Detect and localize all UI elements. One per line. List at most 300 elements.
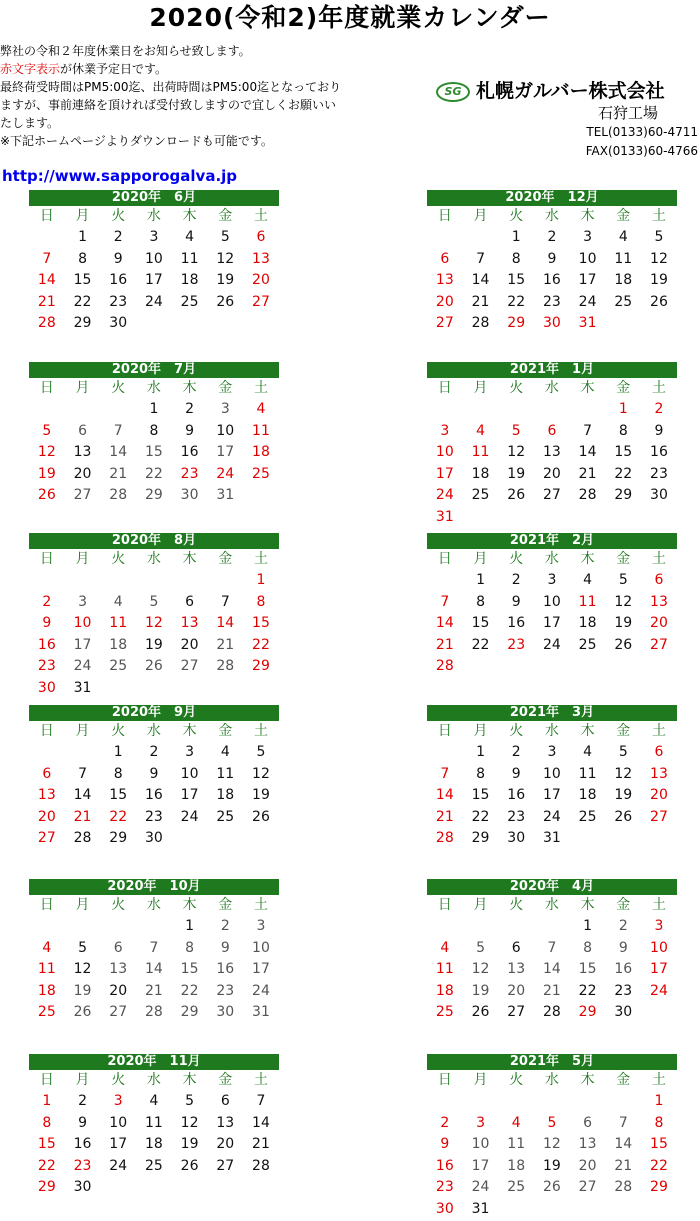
week-row bbox=[29, 227, 279, 249]
day-cell: 31 bbox=[435, 508, 454, 525]
weekday-label: 木 bbox=[580, 208, 595, 224]
month-header: 2020年 6月 bbox=[29, 190, 279, 206]
day-cell: 1 bbox=[511, 229, 521, 245]
day-cell: 1 bbox=[618, 401, 628, 417]
day-cell: 28 bbox=[37, 315, 56, 332]
day-cell: 12 bbox=[471, 961, 490, 978]
week-row bbox=[427, 764, 677, 786]
day-cell: 22 bbox=[180, 982, 199, 999]
empty-cell bbox=[463, 656, 499, 678]
weekday-label: 日 bbox=[437, 380, 452, 396]
empty-cell bbox=[207, 678, 243, 700]
day-cell: 13 bbox=[435, 272, 454, 289]
day-cell: 26 bbox=[542, 1179, 561, 1196]
week-row bbox=[427, 442, 677, 464]
week-row bbox=[427, 742, 677, 764]
day-cell: 16 bbox=[37, 636, 56, 653]
day-cell: 12 bbox=[252, 765, 270, 782]
day-cell: 26 bbox=[252, 808, 270, 825]
month-calendar bbox=[427, 705, 677, 850]
day-cell: 16 bbox=[109, 272, 128, 289]
day-cell: 18 bbox=[578, 615, 597, 632]
empty-cell bbox=[534, 916, 570, 938]
empty-cell bbox=[136, 916, 172, 938]
weekday-label: 土 bbox=[651, 208, 666, 224]
day-cell: 9 bbox=[78, 1114, 87, 1131]
weekday-label: 月 bbox=[473, 208, 488, 224]
day-cell: 5 bbox=[476, 939, 485, 956]
day-cell: 17 bbox=[180, 787, 199, 804]
empty-cell bbox=[29, 227, 65, 249]
empty-cell bbox=[172, 570, 208, 592]
day-cell: 31 bbox=[73, 679, 92, 696]
day-cell: 10 bbox=[435, 444, 454, 461]
day-cell: 12 bbox=[507, 444, 526, 461]
day-cell: 3 bbox=[256, 918, 266, 934]
weekday-label: 金 bbox=[616, 380, 631, 396]
day-cell: 14 bbox=[542, 961, 561, 978]
day-cell: 28 bbox=[252, 1157, 270, 1174]
day-cell: 17 bbox=[471, 1157, 490, 1174]
weekday-label: 木 bbox=[182, 723, 197, 739]
day-cell: 21 bbox=[542, 982, 561, 999]
day-cell: 30 bbox=[144, 830, 163, 847]
weekday-label: 火 bbox=[111, 380, 126, 396]
day-cell: 8 bbox=[42, 1114, 52, 1131]
company-fax: FAX(0133)60-4766 bbox=[585, 144, 698, 158]
day-cell: 31 bbox=[252, 1004, 270, 1021]
day-cell: 30 bbox=[650, 487, 668, 504]
empty-cell bbox=[570, 399, 606, 421]
day-cell: 7 bbox=[618, 1114, 628, 1131]
website-link[interactable]: http://www.sapporogalva.jp bbox=[2, 167, 238, 185]
week-row bbox=[29, 807, 279, 829]
empty-cell bbox=[136, 678, 172, 700]
day-cell: 16 bbox=[507, 787, 526, 804]
day-cell: 5 bbox=[256, 744, 266, 760]
week-row bbox=[29, 464, 279, 486]
day-cell: 20 bbox=[73, 465, 92, 482]
day-cell: 27 bbox=[180, 658, 199, 675]
day-cell: 11 bbox=[144, 1114, 163, 1131]
weekday-row bbox=[29, 895, 279, 916]
day-cell: 7 bbox=[149, 939, 159, 956]
day-cell: 2 bbox=[511, 572, 521, 588]
day-cell: 2 bbox=[113, 229, 123, 245]
week-row bbox=[427, 313, 677, 335]
day-cell: 26 bbox=[507, 487, 526, 504]
weekday-label: 水 bbox=[146, 723, 161, 739]
weekday-row bbox=[427, 549, 677, 570]
day-cell: 22 bbox=[37, 1157, 56, 1174]
month-calendar bbox=[29, 879, 279, 1024]
month-calendar bbox=[29, 705, 279, 850]
day-cell: 5 bbox=[618, 572, 628, 588]
day-cell: 10 bbox=[542, 593, 561, 610]
day-cell: 14 bbox=[471, 272, 490, 289]
day-cell: 8 bbox=[583, 939, 593, 956]
day-cell: 17 bbox=[578, 272, 597, 289]
day-cell: 17 bbox=[650, 961, 668, 978]
day-cell: 13 bbox=[73, 444, 92, 461]
day-cell: 28 bbox=[73, 830, 92, 847]
weekday-label: 木 bbox=[182, 551, 197, 567]
week-row bbox=[29, 570, 279, 592]
weekday-row bbox=[427, 1070, 677, 1091]
day-cell: 6 bbox=[583, 1114, 593, 1131]
day-cell: 10 bbox=[144, 250, 163, 267]
day-cell: 25 bbox=[435, 1004, 454, 1021]
week-row bbox=[427, 1199, 677, 1221]
empty-cell bbox=[570, 828, 606, 850]
day-cell: 6 bbox=[42, 765, 52, 782]
day-cell: 26 bbox=[614, 636, 633, 653]
intro-line: ますが、事前連絡を頂ければ受付致しますので宜しくお願いい bbox=[0, 98, 337, 112]
day-cell: 7 bbox=[440, 593, 450, 610]
day-cell: 4 bbox=[185, 229, 195, 245]
empty-cell bbox=[100, 399, 136, 421]
day-cell: 17 bbox=[109, 1136, 128, 1153]
day-cell: 4 bbox=[511, 1114, 521, 1131]
empty-cell bbox=[172, 828, 208, 850]
day-cell: 28 bbox=[144, 1004, 163, 1021]
week-row bbox=[29, 613, 279, 635]
day-cell: 29 bbox=[37, 1179, 56, 1196]
day-cell: 28 bbox=[435, 658, 454, 675]
empty-cell bbox=[463, 507, 499, 529]
day-cell: 31 bbox=[471, 1200, 490, 1217]
day-cell: 18 bbox=[252, 444, 270, 461]
weekday-label: 水 bbox=[146, 208, 161, 224]
month-calendar bbox=[29, 533, 279, 700]
day-cell: 12 bbox=[37, 444, 56, 461]
day-cell: 16 bbox=[73, 1136, 92, 1153]
weekday-label: 木 bbox=[182, 897, 197, 913]
day-cell: 24 bbox=[471, 1179, 490, 1196]
day-cell: 13 bbox=[37, 787, 56, 804]
day-cell: 27 bbox=[435, 315, 454, 332]
weekday-label: 土 bbox=[253, 1072, 268, 1088]
week-row bbox=[29, 485, 279, 507]
day-cell: 20 bbox=[650, 615, 668, 632]
day-cell: 17 bbox=[542, 615, 561, 632]
empty-cell bbox=[29, 570, 65, 592]
weekday-row bbox=[427, 895, 677, 916]
weekday-label: 土 bbox=[253, 723, 268, 739]
red-legend-text: 赤文字表示 bbox=[0, 62, 61, 76]
weekday-label: 火 bbox=[111, 551, 126, 567]
day-cell: 1 bbox=[185, 918, 195, 934]
day-cell: 26 bbox=[471, 1004, 490, 1021]
weekday-label: 火 bbox=[111, 723, 126, 739]
day-cell: 24 bbox=[252, 982, 270, 999]
day-cell: 25 bbox=[37, 1004, 56, 1021]
weekday-row bbox=[29, 549, 279, 570]
weekday-label: 日 bbox=[437, 208, 452, 224]
day-cell: 7 bbox=[42, 250, 52, 267]
weekday-label: 土 bbox=[253, 551, 268, 567]
day-cell: 16 bbox=[144, 787, 163, 804]
day-cell: 26 bbox=[180, 1157, 199, 1174]
empty-cell bbox=[207, 313, 243, 335]
day-cell: 15 bbox=[37, 1136, 56, 1153]
day-cell: 18 bbox=[144, 1136, 163, 1153]
weekday-label: 水 bbox=[544, 380, 559, 396]
week-row bbox=[29, 1002, 279, 1024]
day-cell: 11 bbox=[507, 1136, 526, 1153]
weekday-label: 木 bbox=[182, 208, 197, 224]
weekday-label: 水 bbox=[544, 723, 559, 739]
day-cell: 6 bbox=[113, 939, 123, 956]
day-cell: 24 bbox=[650, 982, 668, 999]
day-cell: 13 bbox=[650, 765, 668, 782]
weekday-label: 日 bbox=[437, 1072, 452, 1088]
day-cell: 23 bbox=[109, 293, 128, 310]
week-row bbox=[427, 570, 677, 592]
day-cell: 11 bbox=[109, 615, 128, 632]
weekday-label: 土 bbox=[651, 551, 666, 567]
day-cell: 2 bbox=[511, 744, 521, 760]
day-cell: 18 bbox=[435, 982, 454, 999]
week-row bbox=[29, 249, 279, 271]
intro-line-rest: が休業予定日です。 bbox=[60, 62, 168, 76]
day-cell: 18 bbox=[180, 272, 199, 289]
day-cell: 27 bbox=[542, 487, 561, 504]
day-cell: 16 bbox=[614, 961, 633, 978]
day-cell: 10 bbox=[252, 939, 270, 956]
day-cell: 20 bbox=[507, 982, 526, 999]
week-row bbox=[427, 916, 677, 938]
day-cell: 13 bbox=[216, 1114, 235, 1131]
week-row bbox=[29, 313, 279, 335]
month-calendar bbox=[29, 362, 279, 507]
day-cell: 29 bbox=[578, 1004, 597, 1021]
day-cell: 24 bbox=[578, 293, 597, 310]
month-calendar bbox=[427, 1054, 677, 1221]
day-cell: 27 bbox=[37, 830, 56, 847]
day-cell: 21 bbox=[435, 808, 454, 825]
weekday-row bbox=[29, 721, 279, 742]
day-cell: 15 bbox=[180, 961, 199, 978]
day-cell: 12 bbox=[144, 615, 163, 632]
weekday-label: 土 bbox=[253, 380, 268, 396]
month-header: 2021年 5月 bbox=[427, 1054, 677, 1070]
empty-cell bbox=[498, 507, 534, 529]
empty-cell bbox=[65, 570, 101, 592]
weekday-label: 月 bbox=[75, 897, 90, 913]
day-cell: 25 bbox=[471, 487, 490, 504]
day-cell: 20 bbox=[216, 1136, 235, 1153]
empty-cell bbox=[534, 1199, 570, 1221]
week-row bbox=[427, 399, 677, 421]
day-cell: 13 bbox=[507, 961, 526, 978]
day-cell: 12 bbox=[614, 765, 633, 782]
empty-cell bbox=[605, 828, 641, 850]
day-cell: 28 bbox=[471, 315, 490, 332]
weekday-row bbox=[29, 206, 279, 227]
empty-cell bbox=[463, 399, 499, 421]
month-calendar bbox=[29, 190, 279, 335]
weekday-label: 火 bbox=[111, 208, 126, 224]
day-cell: 16 bbox=[216, 961, 235, 978]
day-cell: 18 bbox=[109, 636, 128, 653]
weekday-label: 火 bbox=[111, 897, 126, 913]
weekday-label: 金 bbox=[218, 723, 233, 739]
week-row bbox=[427, 592, 677, 614]
day-cell: 21 bbox=[614, 1157, 633, 1174]
day-cell: 23 bbox=[614, 982, 633, 999]
week-row bbox=[427, 635, 677, 657]
day-cell: 31 bbox=[578, 315, 597, 332]
day-cell: 4 bbox=[149, 1093, 159, 1109]
weekday-label: 日 bbox=[39, 380, 54, 396]
day-cell: 15 bbox=[73, 272, 92, 289]
day-cell: 30 bbox=[614, 1004, 633, 1021]
day-cell: 15 bbox=[578, 961, 597, 978]
day-cell: 3 bbox=[220, 401, 230, 417]
weekday-label: 火 bbox=[509, 380, 524, 396]
empty-cell bbox=[243, 678, 279, 700]
week-row bbox=[427, 1113, 677, 1135]
day-cell: 4 bbox=[440, 939, 450, 956]
weekday-label: 金 bbox=[616, 208, 631, 224]
day-cell: 6 bbox=[185, 593, 195, 610]
weekday-label: 水 bbox=[544, 1072, 559, 1088]
day-cell: 7 bbox=[476, 250, 485, 267]
day-cell: 10 bbox=[73, 615, 92, 632]
day-cell: 8 bbox=[113, 765, 123, 782]
intro-line: 最終荷受時間はPM5:00迄、出荷時間はPM5:00迄となっており bbox=[0, 80, 342, 94]
day-cell: 15 bbox=[109, 787, 128, 804]
day-cell: 5 bbox=[185, 1093, 195, 1109]
day-cell: 17 bbox=[542, 787, 561, 804]
weekday-row bbox=[29, 1070, 279, 1091]
day-cell: 23 bbox=[144, 808, 163, 825]
weekday-label: 火 bbox=[509, 551, 524, 567]
day-cell: 13 bbox=[252, 250, 270, 267]
day-cell: 9 bbox=[511, 593, 521, 610]
day-cell: 30 bbox=[73, 1179, 92, 1196]
empty-cell bbox=[498, 1199, 534, 1221]
day-cell: 6 bbox=[654, 572, 664, 588]
day-cell: 13 bbox=[650, 593, 668, 610]
day-cell: 18 bbox=[37, 982, 56, 999]
day-cell: 18 bbox=[507, 1157, 526, 1174]
empty-cell bbox=[641, 656, 677, 678]
day-cell: 2 bbox=[440, 1114, 450, 1131]
day-cell: 15 bbox=[507, 272, 526, 289]
day-cell: 19 bbox=[73, 982, 92, 999]
day-cell: 28 bbox=[614, 1179, 633, 1196]
weekday-label: 木 bbox=[580, 1072, 595, 1088]
day-cell: 9 bbox=[42, 615, 52, 632]
weekday-label: 土 bbox=[651, 380, 666, 396]
day-cell: 24 bbox=[109, 1157, 128, 1174]
week-row bbox=[29, 292, 279, 314]
day-cell: 3 bbox=[583, 229, 593, 245]
day-cell: 7 bbox=[78, 765, 87, 782]
day-cell: 10 bbox=[471, 1136, 490, 1153]
day-cell: 12 bbox=[180, 1114, 199, 1131]
day-cell: 7 bbox=[583, 422, 593, 439]
empty-cell bbox=[427, 399, 463, 421]
day-cell: 24 bbox=[180, 808, 199, 825]
day-cell: 2 bbox=[654, 401, 664, 417]
weekday-label: 水 bbox=[544, 551, 559, 567]
day-cell: 22 bbox=[252, 636, 270, 653]
day-cell: 25 bbox=[216, 808, 235, 825]
day-cell: 20 bbox=[650, 787, 668, 804]
day-cell: 3 bbox=[78, 593, 87, 610]
week-row bbox=[29, 442, 279, 464]
empty-cell bbox=[243, 313, 279, 335]
weekday-label: 日 bbox=[39, 897, 54, 913]
day-cell: 19 bbox=[507, 465, 526, 482]
week-row bbox=[427, 656, 677, 678]
month-header: 2020年 4月 bbox=[427, 879, 677, 895]
day-cell: 28 bbox=[578, 487, 597, 504]
day-cell: 1 bbox=[256, 572, 266, 588]
week-row bbox=[29, 678, 279, 700]
day-cell: 17 bbox=[73, 636, 92, 653]
day-cell: 22 bbox=[507, 293, 526, 310]
day-cell: 19 bbox=[471, 982, 490, 999]
day-cell: 5 bbox=[547, 1114, 557, 1131]
day-cell: 29 bbox=[614, 487, 633, 504]
weekday-label: 土 bbox=[651, 1072, 666, 1088]
empty-cell bbox=[498, 916, 534, 938]
day-cell: 21 bbox=[471, 293, 490, 310]
weekday-row bbox=[29, 378, 279, 399]
intro-line: たします。 bbox=[0, 116, 60, 130]
day-cell: 24 bbox=[73, 658, 92, 675]
day-cell: 4 bbox=[583, 572, 593, 588]
day-cell: 16 bbox=[180, 444, 199, 461]
day-cell: 17 bbox=[216, 444, 235, 461]
day-cell: 12 bbox=[216, 250, 235, 267]
weekday-label: 月 bbox=[75, 551, 90, 567]
day-cell: 28 bbox=[435, 830, 454, 847]
day-cell: 29 bbox=[109, 830, 128, 847]
day-cell: 29 bbox=[650, 1179, 668, 1196]
day-cell: 12 bbox=[542, 1136, 561, 1153]
empty-cell bbox=[463, 227, 499, 249]
day-cell: 23 bbox=[507, 808, 526, 825]
day-cell: 30 bbox=[37, 679, 56, 696]
day-cell: 22 bbox=[471, 808, 490, 825]
day-cell: 20 bbox=[37, 808, 56, 825]
day-cell: 30 bbox=[216, 1004, 235, 1021]
day-cell: 14 bbox=[578, 444, 597, 461]
empty-cell bbox=[427, 916, 463, 938]
empty-cell bbox=[641, 1199, 677, 1221]
day-cell: 7 bbox=[256, 1093, 266, 1109]
day-cell: 30 bbox=[435, 1200, 454, 1217]
day-cell: 26 bbox=[37, 487, 56, 504]
week-row bbox=[427, 507, 677, 529]
weekday-label: 金 bbox=[218, 551, 233, 567]
week-row bbox=[427, 421, 677, 443]
week-row bbox=[29, 981, 279, 1003]
empty-cell bbox=[570, 507, 606, 529]
day-cell: 30 bbox=[507, 830, 526, 847]
weekday-label: 金 bbox=[616, 1072, 631, 1088]
week-row bbox=[427, 485, 677, 507]
weekday-label: 日 bbox=[437, 551, 452, 567]
day-cell: 3 bbox=[440, 422, 450, 439]
day-cell: 14 bbox=[252, 1114, 270, 1131]
day-cell: 15 bbox=[252, 615, 270, 632]
